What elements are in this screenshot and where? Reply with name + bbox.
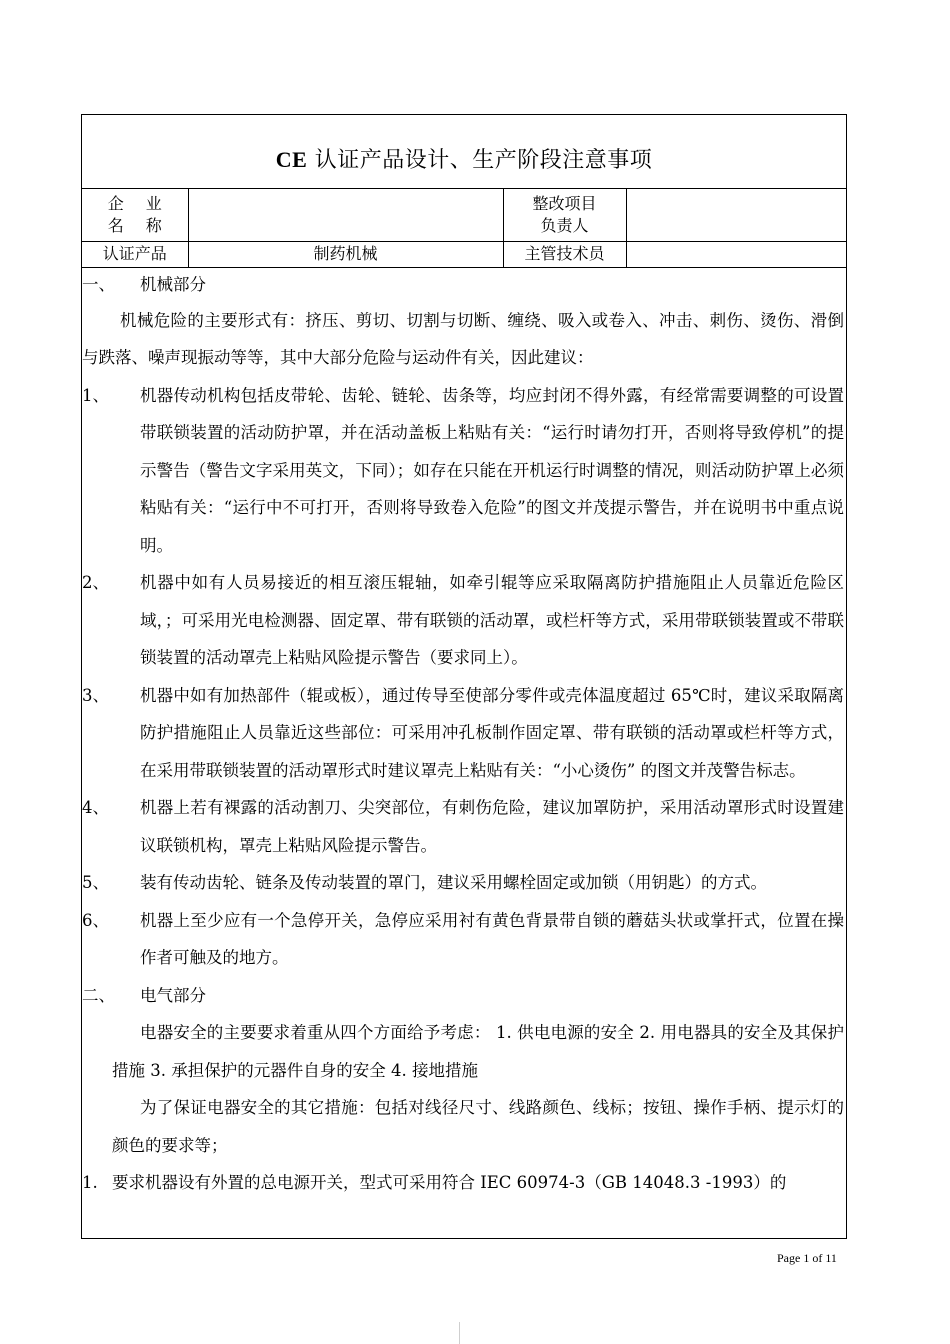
list-item	[82, 902, 846, 977]
product-label: 认证产品	[82, 241, 188, 267]
item-num: 6、	[82, 910, 109, 930]
section1-title: 机械部分	[140, 274, 206, 294]
item-text: 机器传动机构包括皮带轮、齿轮、链轮、齿条等，均应封闭不得外露，有经常需要调整的可设置带联锁装置的活动防护罩，并在活动盖板上粘贴有关：“运行时请勿打开，否则将导致停机”的提示警告（警告文字采用英文，下同）；如存在只能在开机运行时调整的情况，则活动防护罩上必须粘贴有关：“运行中不可打开，否则将导致卷入危险”的图文并茂提示警告，并在说明书中重点说明。	[140, 385, 844, 555]
list-item	[82, 564, 846, 677]
list-item	[82, 677, 846, 790]
tech-label: 主管技术员	[503, 241, 626, 267]
owner-label-1: 整改项目	[532, 193, 597, 213]
company-label-cell	[82, 189, 188, 241]
owner-value	[626, 189, 846, 241]
company-label-1: 企业	[107, 193, 184, 213]
company-value	[188, 189, 503, 241]
info-table	[82, 189, 846, 268]
page-edge-mark	[459, 1322, 460, 1344]
document-frame	[81, 114, 847, 1239]
section2-title: 电气部分	[140, 985, 206, 1005]
section2-para2: 为了保证电器安全的其它措施：包括对线径尺寸、线路颜色、线标；按钮、操作手柄、提示灯的颜色的要求等；	[112, 1098, 844, 1155]
product-value: 制药机械	[188, 241, 503, 267]
company-label-2: 名称	[107, 215, 184, 235]
section1-num: 一、	[82, 274, 115, 294]
tech-value	[626, 241, 846, 267]
item-num: 1.	[82, 1173, 98, 1192]
owner-label-2: 负责人	[540, 215, 589, 235]
item-text: 机器中如有人员易接近的相互滚压辊轴，如牵引辊等应采取隔离防护措施阻止人员靠近危险区域，；可采用光电检测器、固定罩、带有联锁的活动罩，或栏杆等方式，采用带联锁装置或不带联锁装置的活动罩壳上粘贴风险提示警告（要求同上）。	[140, 573, 844, 667]
item-num: 1、	[82, 385, 109, 405]
item-text: 机器上至少应有一个急停开关，急停应采用衬有黄色背景带自锁的蘑菇头状或掌扞式，位置在操作者可触及的地方。	[140, 910, 844, 967]
section2-para1: 电器安全的主要要求着重从四个方面给予考虑： 1. 供电电源的安全 2. 用电器具的安全及其保护措施 3. 承担保护的元器件自身的安全 4. 接地措施	[112, 1023, 844, 1080]
item-text: 要求机器设有外置的总电源开关，型式可采用符合 IEC 60974-3（GB 14048.3 -1993）的	[112, 1173, 787, 1192]
section2-heading	[82, 977, 846, 1015]
page-title	[276, 143, 653, 174]
item-text: 机器中如有加热部件（辊或板），通过传导至使部分零件或壳体温度超过 65℃时，建议采取隔离防护措施阻止人员靠近这些部位：可采用冲孔板制作固定罩、带有联锁的活动罩或栏杆等方式，在采用带联锁装置的活动罩形式时建议罩壳上粘贴有关：“小心烫伤” 的图文并茂警告标志。	[140, 685, 844, 780]
owner-label-cell	[503, 189, 626, 241]
title-text: 认证产品设计、生产阶段注意事项	[307, 148, 653, 173]
item-num: 3、	[82, 685, 109, 705]
list-item	[82, 864, 846, 902]
item-text: 机器上若有裸露的活动割刀、尖突部位，有刺伤危险，建议加罩防护，采用活动罩形式时设置建议联锁机构，罩壳上粘贴风险提示警告。	[140, 798, 844, 855]
list-item	[82, 789, 846, 864]
list-item	[82, 1164, 846, 1202]
item-num: 4、	[82, 798, 109, 817]
section2-num: 二、	[82, 985, 115, 1005]
page-number: Page 1 of 11	[777, 1251, 837, 1265]
item-text: 装有传动齿轮、链条及传动装置的罩门，建议采用螺栓固定或加锁（用钥匙）的方式。	[140, 873, 767, 892]
item-num: 2、	[82, 573, 109, 592]
section1-intro: 机械危险的主要形式有：挤压、剪切、切割与切断、缠绕、吸入或卷入、冲击、刺伤、烫伤、滑倒与跌落、噪声现振动等等，其中大部分危险与运动件有关，因此建议：	[82, 310, 844, 367]
section1-heading	[82, 268, 846, 302]
item-num: 5、	[82, 873, 109, 892]
list-item	[82, 377, 846, 565]
title-ce: CE	[275, 147, 308, 172]
document-body	[82, 268, 846, 1202]
title-row	[82, 115, 846, 189]
